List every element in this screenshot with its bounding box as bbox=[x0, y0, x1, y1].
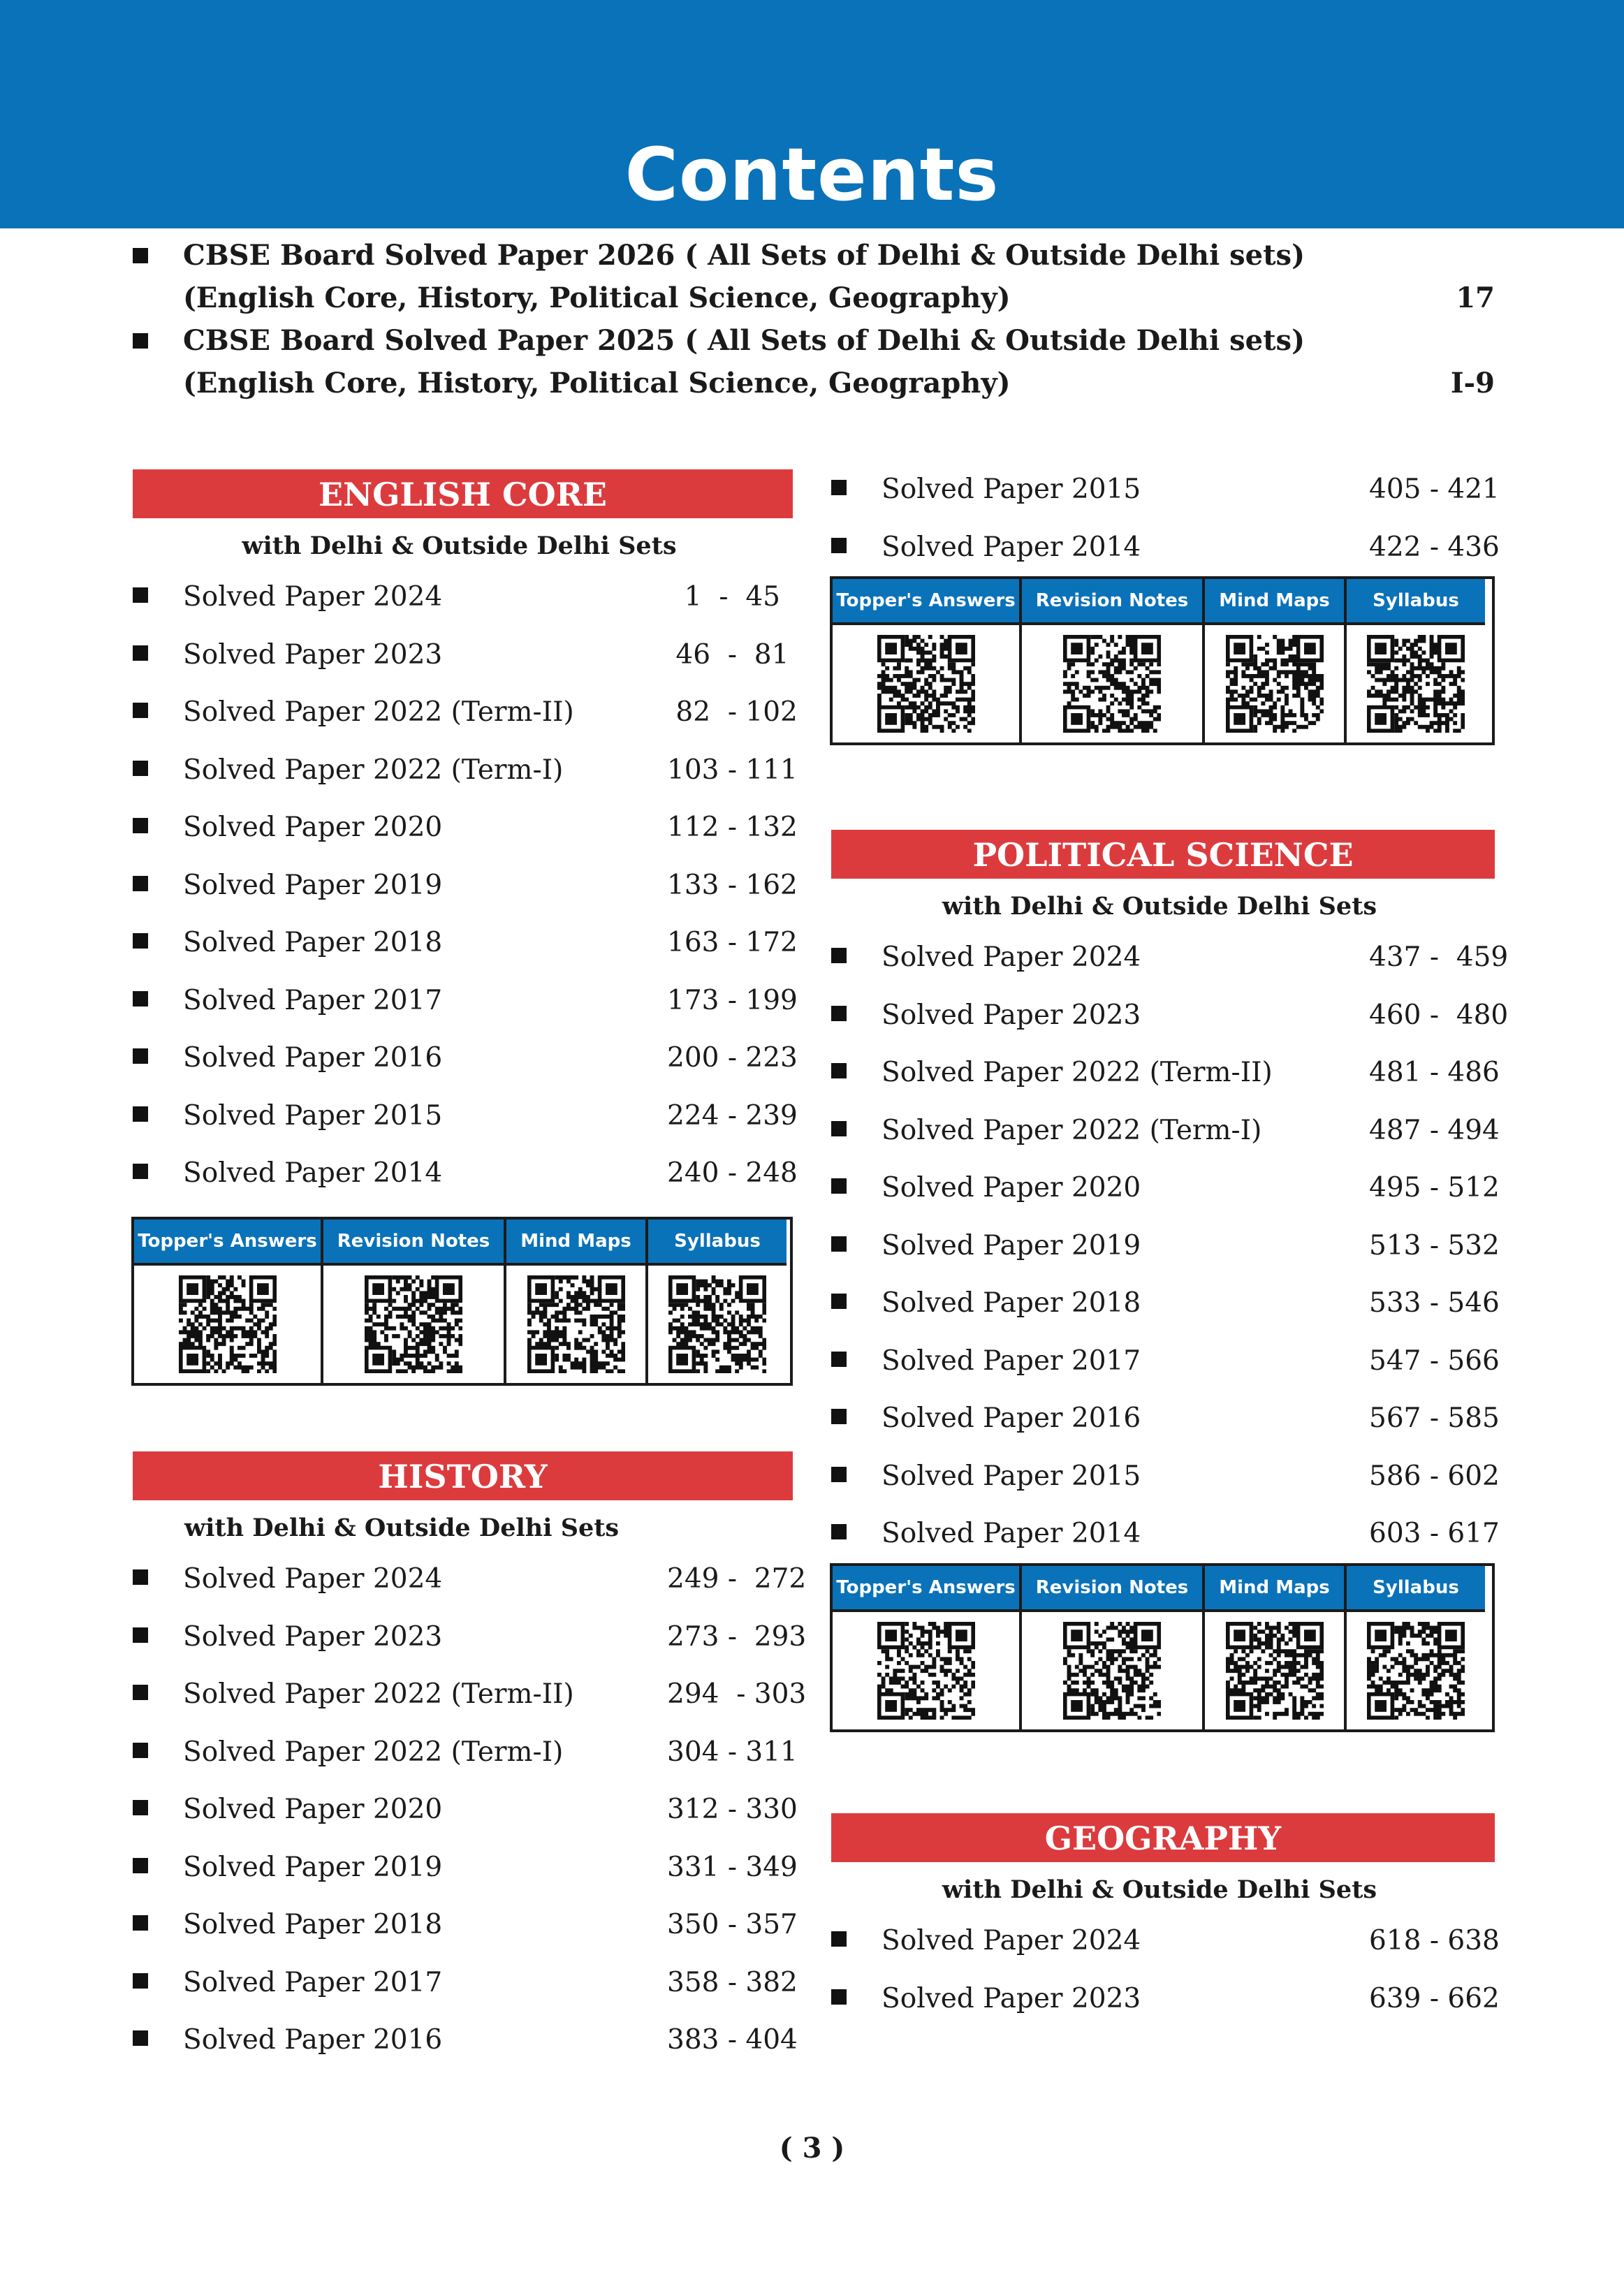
qr-header: Syllabus bbox=[648, 1220, 787, 1263]
item-pages: 460 - 480 bbox=[1369, 999, 1509, 1031]
item-pages: 133 - 162 bbox=[667, 869, 798, 901]
item-pages: 1 - 45 bbox=[667, 581, 780, 613]
bullet-icon bbox=[133, 876, 148, 891]
geography-banner: GEOGRAPHY bbox=[831, 1813, 1495, 1862]
list-item bbox=[824, 1970, 1500, 2028]
political-section bbox=[824, 830, 1509, 1732]
item-label: Solved Paper 2014 bbox=[882, 531, 1141, 563]
list-item bbox=[824, 929, 1509, 987]
qr-cell bbox=[1347, 579, 1485, 742]
bullet-icon bbox=[831, 1121, 847, 1136]
item-pages: 481 - 486 bbox=[1369, 1057, 1500, 1088]
list-item bbox=[126, 1666, 807, 1724]
qr-cell bbox=[1347, 1566, 1485, 1729]
list-item bbox=[126, 1088, 798, 1145]
list-item bbox=[126, 1145, 798, 1203]
item-label: Solved Paper 2017 bbox=[882, 1345, 1141, 1377]
political-subtitle: with Delhi & Outside Delhi Sets bbox=[942, 892, 1377, 921]
list-item bbox=[126, 1030, 798, 1088]
list-item bbox=[126, 1609, 807, 1667]
list-item bbox=[824, 519, 1500, 577]
item-label: Solved Paper 2022 (Term-I) bbox=[183, 754, 564, 786]
page-number: ( 3 ) bbox=[779, 2132, 845, 2165]
item-label: Solved Paper 2023 bbox=[183, 1620, 443, 1653]
item-pages: 513 - 532 bbox=[1369, 1229, 1500, 1261]
bullet-icon bbox=[133, 991, 148, 1006]
qr-cell bbox=[648, 1220, 787, 1383]
item-label: Solved Paper 2018 bbox=[183, 1909, 443, 1940]
history-subtitle: with Delhi & Outside Delhi Sets bbox=[184, 1514, 620, 1542]
item-label: Solved Paper 2016 bbox=[183, 1042, 443, 1074]
qr-code-icon[interactable] bbox=[323, 1263, 504, 1383]
history-qr-table bbox=[830, 576, 1495, 745]
item-label: Solved Paper 2016 bbox=[183, 2024, 443, 2056]
qr-header: Syllabus bbox=[1347, 579, 1485, 622]
item-label: Solved Paper 2020 bbox=[183, 812, 443, 843]
list-item bbox=[126, 972, 798, 1030]
list-item bbox=[126, 1839, 798, 1897]
bullet-icon bbox=[133, 1685, 148, 1700]
item-label: Solved Paper 2023 bbox=[882, 1982, 1141, 2014]
geography-section bbox=[824, 1813, 1500, 2028]
qr-header: Mind Maps bbox=[1205, 1566, 1344, 1609]
bullet-icon bbox=[133, 248, 148, 263]
qr-header: Topper's Answers bbox=[134, 1220, 321, 1263]
list-item bbox=[824, 1159, 1500, 1217]
item-pages: 567 - 585 bbox=[1369, 1403, 1500, 1434]
bullet-icon bbox=[133, 1973, 148, 1989]
qr-code-icon[interactable] bbox=[1022, 1609, 1202, 1729]
political-qr-table bbox=[830, 1563, 1495, 1732]
item-label: Solved Paper 2019 bbox=[183, 869, 443, 901]
item-pages: 383 - 404 bbox=[667, 2024, 798, 2056]
item-pages: 163 - 172 bbox=[667, 927, 798, 958]
bullet-icon bbox=[133, 1164, 148, 1179]
item-label: Solved Paper 2024 bbox=[882, 942, 1141, 973]
item-pages: 294 - 303 bbox=[667, 1678, 807, 1710]
qr-code-icon[interactable] bbox=[506, 1263, 645, 1383]
english-subtitle: with Delhi & Outside Delhi Sets bbox=[242, 532, 677, 560]
history-banner: HISTORY bbox=[133, 1451, 793, 1500]
bullet-icon bbox=[133, 933, 148, 949]
item-label: Solved Paper 2022 (Term-I) bbox=[882, 1114, 1262, 1146]
item-pages: 112 - 132 bbox=[667, 812, 798, 843]
item-label: Solved Paper 2022 (Term-II) bbox=[183, 696, 574, 728]
bullet-icon bbox=[133, 1858, 148, 1873]
english-section bbox=[126, 469, 798, 1386]
bullet-icon bbox=[133, 761, 148, 776]
item-pages: 639 - 662 bbox=[1369, 1982, 1500, 2014]
list-item bbox=[824, 1448, 1500, 1506]
bullet-icon bbox=[133, 587, 148, 603]
bullet-icon bbox=[831, 1178, 847, 1194]
list-item bbox=[126, 857, 798, 915]
bullet-icon bbox=[133, 1743, 148, 1758]
history-list bbox=[126, 1551, 807, 2070]
item-label: Solved Paper 2019 bbox=[882, 1229, 1141, 1261]
qr-code-icon[interactable] bbox=[1022, 622, 1202, 742]
item-pages: 273 - 293 bbox=[667, 1620, 807, 1653]
item-pages: 312 - 330 bbox=[667, 1794, 798, 1825]
bullet-icon bbox=[133, 645, 148, 661]
list-item bbox=[824, 1390, 1500, 1448]
bullet-icon bbox=[133, 818, 148, 833]
item-label: Solved Paper 2015 bbox=[183, 1099, 443, 1132]
item-pages: 495 - 512 bbox=[1369, 1172, 1500, 1203]
english-qr-table bbox=[131, 1217, 793, 1386]
list-item bbox=[126, 914, 798, 972]
list-item bbox=[824, 461, 1500, 519]
qr-cell bbox=[1022, 1566, 1205, 1729]
qr-header: Revision Notes bbox=[1022, 579, 1202, 622]
qr-code-icon[interactable] bbox=[134, 1263, 321, 1383]
top-list bbox=[126, 234, 1495, 404]
list-item bbox=[126, 799, 798, 857]
item-label: Solved Paper 2019 bbox=[183, 1851, 443, 1883]
bullet-icon bbox=[831, 1409, 847, 1424]
item-label: Solved Paper 2017 bbox=[183, 984, 443, 1016]
bullet-icon bbox=[133, 1627, 148, 1643]
bullet-icon bbox=[831, 1006, 847, 1021]
qr-header: Mind Maps bbox=[506, 1220, 645, 1263]
bullet-icon bbox=[831, 1989, 847, 2005]
qr-header: Revision Notes bbox=[323, 1220, 504, 1263]
list-item bbox=[126, 627, 793, 685]
bullet-icon bbox=[133, 1915, 148, 1931]
item-label: Solved Paper 2024 bbox=[882, 1925, 1141, 1956]
bullet-icon bbox=[831, 1352, 847, 1367]
qr-header: Revision Notes bbox=[1022, 1566, 1202, 1609]
item-label: Solved Paper 2020 bbox=[183, 1794, 443, 1825]
item-label: Solved Paper 2015 bbox=[882, 1460, 1141, 1492]
top-item-line1: CBSE Board Solved Paper 2026 ( All Sets of Delhi & Outside Delhi sets) bbox=[183, 239, 1305, 272]
list-item bbox=[126, 1724, 798, 1782]
geography-subtitle: with Delhi & Outside Delhi Sets bbox=[942, 1875, 1377, 1904]
item-label: Solved Paper 2022 (Term-I) bbox=[183, 1736, 564, 1768]
bullet-icon bbox=[133, 1569, 148, 1585]
item-label: Solved Paper 2020 bbox=[882, 1172, 1141, 1203]
qr-code-icon[interactable] bbox=[1347, 622, 1485, 742]
item-pages: 350 - 357 bbox=[667, 1909, 798, 1940]
qr-cell bbox=[134, 1220, 323, 1383]
top-item-page: I-9 bbox=[1450, 367, 1495, 400]
bullet-icon bbox=[831, 538, 847, 553]
item-label: Solved Paper 2022 (Term-II) bbox=[183, 1678, 574, 1710]
item-label: Solved Paper 2014 bbox=[882, 1518, 1141, 1549]
qr-header: Topper's Answers bbox=[833, 1566, 1019, 1609]
list-item bbox=[126, 1551, 807, 1609]
item-pages: 103 - 111 bbox=[667, 754, 798, 786]
bullet-icon bbox=[133, 1800, 148, 1815]
item-label: Solved Paper 2024 bbox=[183, 581, 443, 613]
item-pages: 547 - 566 bbox=[1369, 1345, 1500, 1377]
bullet-icon bbox=[133, 703, 148, 718]
qr-code-icon[interactable] bbox=[833, 1609, 1019, 1729]
item-pages: 224 - 239 bbox=[667, 1099, 798, 1132]
qr-cell bbox=[833, 1566, 1022, 1729]
item-pages: 82 - 102 bbox=[667, 696, 798, 728]
bullet-icon bbox=[831, 1467, 847, 1482]
list-item bbox=[126, 1781, 798, 1839]
item-label: Solved Paper 2024 bbox=[183, 1563, 443, 1595]
qr-cell bbox=[1205, 1566, 1347, 1729]
list-item bbox=[824, 1333, 1500, 1391]
item-pages: 331 - 349 bbox=[667, 1851, 798, 1883]
bullet-icon bbox=[133, 1048, 148, 1064]
political-banner: POLITICAL SCIENCE bbox=[831, 830, 1495, 879]
item-label: Solved Paper 2016 bbox=[882, 1403, 1141, 1434]
item-pages: 603 - 617 bbox=[1369, 1518, 1500, 1549]
top-item-page: 17 bbox=[1456, 281, 1495, 314]
item-label: Solved Paper 2023 bbox=[183, 638, 443, 671]
list-item bbox=[824, 1044, 1500, 1102]
top-item-line2: (English Core, History, Political Science, Geography) bbox=[183, 367, 1011, 400]
bullet-icon bbox=[831, 1063, 847, 1078]
bullet-icon bbox=[133, 2030, 148, 2046]
history-continued bbox=[824, 461, 1500, 745]
top-item-line1: CBSE Board Solved Paper 2025 ( All Sets of Delhi & Outside Delhi sets) bbox=[183, 324, 1305, 357]
list-item bbox=[126, 684, 798, 742]
top-item-line2: (English Core, History, Political Science, Geography) bbox=[183, 281, 1011, 314]
item-pages: 173 - 199 bbox=[667, 984, 798, 1016]
bullet-icon bbox=[831, 480, 847, 495]
item-pages: 249 - 272 bbox=[667, 1563, 807, 1595]
item-label: Solved Paper 2023 bbox=[882, 999, 1141, 1031]
list-item bbox=[126, 742, 798, 800]
qr-header: Topper's Answers bbox=[833, 579, 1019, 622]
english-banner: ENGLISH CORE bbox=[133, 469, 793, 518]
item-pages: 618 - 638 bbox=[1369, 1925, 1500, 1956]
qr-code-icon[interactable] bbox=[833, 622, 1019, 742]
qr-cell bbox=[506, 1220, 648, 1383]
qr-code-icon[interactable] bbox=[1347, 1609, 1485, 1729]
item-label: Solved Paper 2017 bbox=[183, 1966, 443, 1998]
item-pages: 200 - 223 bbox=[667, 1042, 798, 1074]
qr-code-icon[interactable] bbox=[1205, 622, 1344, 742]
qr-cell bbox=[1205, 579, 1347, 742]
list-item bbox=[824, 987, 1509, 1045]
bullet-icon bbox=[831, 948, 847, 963]
qr-header: Mind Maps bbox=[1205, 579, 1344, 622]
history-continued-list bbox=[824, 461, 1500, 576]
item-label: Solved Paper 2018 bbox=[183, 927, 443, 958]
bullet-icon bbox=[831, 1524, 847, 1539]
list-item bbox=[126, 1896, 798, 1954]
list-item bbox=[824, 1102, 1500, 1160]
item-pages: 405 - 421 bbox=[1369, 474, 1500, 505]
item-label: Solved Paper 2022 (Term-II) bbox=[882, 1057, 1273, 1088]
bullet-icon bbox=[133, 1106, 148, 1122]
top-item bbox=[126, 234, 1495, 319]
qr-code-icon[interactable] bbox=[1205, 1609, 1344, 1729]
item-pages: 422 - 436 bbox=[1369, 531, 1500, 563]
item-label: Solved Paper 2015 bbox=[882, 474, 1141, 505]
item-label: Solved Paper 2014 bbox=[183, 1157, 443, 1189]
qr-code-icon[interactable] bbox=[648, 1263, 787, 1383]
list-item bbox=[126, 569, 793, 627]
qr-cell bbox=[323, 1220, 506, 1383]
item-pages: 304 - 311 bbox=[667, 1736, 798, 1768]
political-list bbox=[824, 929, 1509, 1563]
item-pages: 586 - 602 bbox=[1369, 1460, 1500, 1492]
qr-header: Syllabus bbox=[1347, 1566, 1485, 1609]
list-item bbox=[824, 1912, 1500, 1970]
top-item bbox=[126, 319, 1495, 404]
list-item bbox=[824, 1505, 1500, 1563]
list-item bbox=[126, 2012, 798, 2070]
item-pages: 533 - 546 bbox=[1369, 1287, 1500, 1319]
list-item bbox=[126, 1954, 798, 2012]
qr-cell bbox=[833, 579, 1022, 742]
item-pages: 358 - 382 bbox=[667, 1966, 798, 1998]
page-title: Contents bbox=[624, 132, 1000, 217]
item-pages: 46 - 81 bbox=[667, 638, 789, 671]
list-item bbox=[824, 1275, 1500, 1333]
english-list bbox=[126, 569, 798, 1203]
item-pages: 487 - 494 bbox=[1369, 1114, 1500, 1146]
history-section bbox=[126, 1451, 807, 2070]
bullet-icon bbox=[831, 1236, 847, 1252]
bullet-icon bbox=[831, 1294, 847, 1309]
bullet-icon bbox=[133, 333, 148, 349]
bullet-icon bbox=[831, 1931, 847, 1947]
geography-list bbox=[824, 1912, 1500, 2028]
item-label: Solved Paper 2018 bbox=[882, 1287, 1141, 1319]
item-pages: 437 - 459 bbox=[1369, 942, 1509, 973]
header-band bbox=[0, 0, 1624, 228]
item-pages: 240 - 248 bbox=[667, 1157, 798, 1189]
list-item bbox=[824, 1217, 1500, 1275]
qr-cell bbox=[1022, 579, 1205, 742]
